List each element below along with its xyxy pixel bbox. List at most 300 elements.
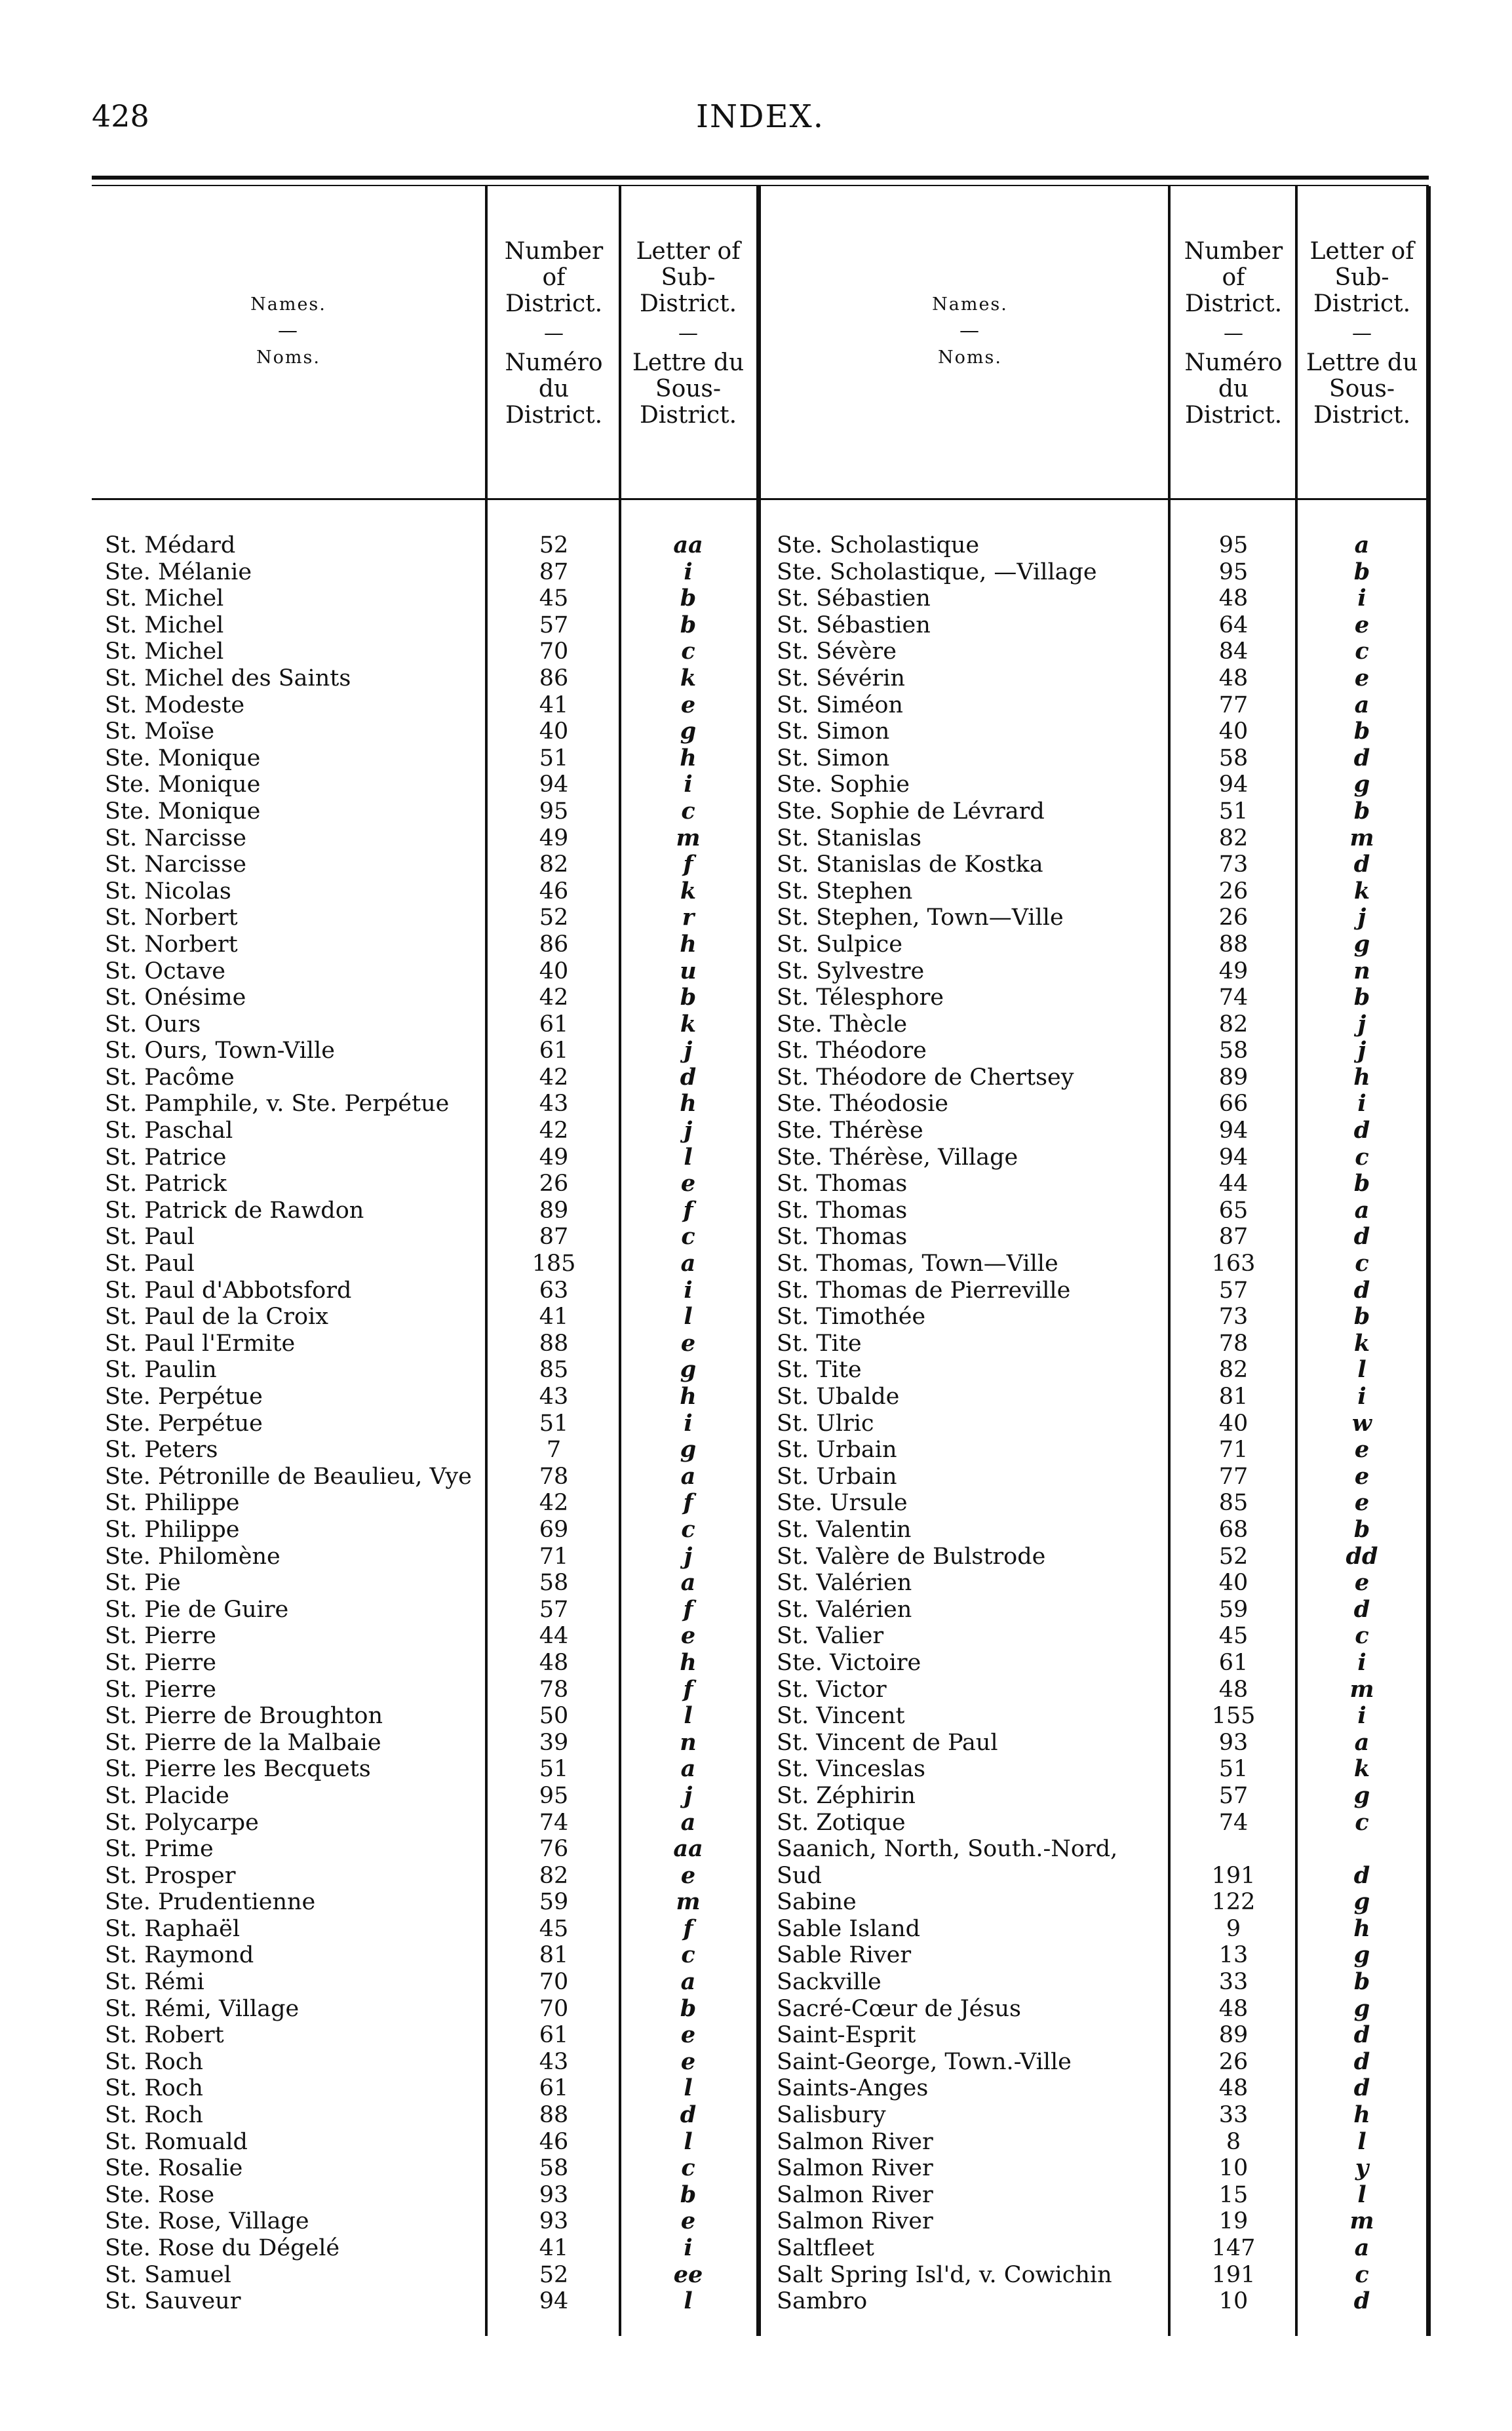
entry-subdistrict-letter: b [1353,1170,1370,1197]
index-entry [777,665,1429,692]
entry-subdistrict-letter: e [680,2021,696,2049]
entry-name: St. Ours, Town-Ville [105,1038,335,1064]
index-entry [105,1756,760,1783]
entry-name: Ste. Rose du Dégelé [105,2235,340,2261]
index-entry [105,2075,760,2102]
index-entry [105,1810,760,1837]
index-entry [777,1197,1429,1224]
index-entry [777,1277,1429,1304]
index-entry [105,638,760,665]
entry-district-number: 50 [539,1703,569,1730]
index-entry [777,2155,1429,2182]
index-entry [777,1357,1429,1384]
entry-district-number: 88 [539,1330,569,1357]
entry-name: Ste. Rose [105,2181,215,2208]
index-entry [105,1544,760,1570]
index-entry [105,2049,760,2076]
entry-name: St. Thomas [777,1197,908,1224]
entry-district-number: 49 [539,1144,569,1171]
entry-subdistrict-letter: e [1354,664,1370,691]
entry-name: Sud [777,1862,822,1889]
entry-district-number: 89 [1218,1064,1249,1091]
index-entry [105,1064,760,1091]
entry-subdistrict-letter: c [681,797,695,825]
entry-name: St. Valier [777,1623,884,1650]
entry-district-number: 74 [1218,1809,1249,1836]
entry-name: St. Théodore [777,1038,927,1064]
index-entry [105,1251,760,1277]
header-letter-en: Letter of Sub-District. [1309,238,1414,317]
entry-name: Ste. Scholastique, —Village [777,558,1097,585]
entry-name: St. Sévérin [777,665,905,691]
entry-subdistrict-letter: c [1355,1622,1369,1650]
entry-district-number: 122 [1211,1889,1256,1916]
entry-name: Ste. Philomène [105,1543,281,1570]
index-entry [777,2182,1429,2209]
entry-name: Salt Spring Isl'd, v. Cowichin [777,2261,1112,2288]
entry-name: St. Ours [105,1011,201,1038]
entry-subdistrict-letter: l [684,2128,693,2155]
entry-name: St. Narcisse [105,851,246,878]
entry-district-number: 41 [539,1304,569,1331]
entry-district-number: 7 [546,1437,562,1464]
entry-name: St. Ulric [777,1410,874,1437]
index-entry [105,2235,760,2262]
entry-subdistrict-letter: k [1353,1329,1370,1357]
entry-district-number: 57 [1218,1277,1249,1304]
entry-district-number: 52 [539,532,569,558]
index-entry [777,1730,1429,1757]
entry-district-number: 51 [539,745,569,771]
entry-district-number: 40 [1218,718,1249,745]
entry-district-number: 89 [1218,2022,1249,2049]
entry-subdistrict-letter: j [684,1037,693,1064]
entry-district-number: 49 [1218,958,1249,984]
entry-subdistrict-letter: ee [673,2261,703,2288]
index-entry [105,745,760,772]
entry-subdistrict-letter: i [684,771,693,798]
entry-subdistrict-letter: f [683,1489,693,1517]
entry-subdistrict-letter: d [680,1063,697,1091]
header-dash: — [1224,322,1243,345]
entry-name: St. Rémi [105,1969,204,1996]
index-entry [777,1384,1429,1410]
entry-subdistrict-letter: b [680,1994,697,2022]
entry-district-number: 73 [1218,851,1249,878]
entry-name: St. Sulpice [777,931,902,958]
index-entry [105,958,760,985]
entry-subdistrict-letter: c [681,1223,695,1251]
entry-district-number: 58 [1218,1038,1249,1064]
entry-district-number: 93 [539,2181,569,2208]
index-entry [777,2262,1429,2289]
index-entry [105,1197,760,1224]
index-entry [105,825,760,852]
index-entry [777,1517,1429,1544]
entry-name: St. Rémi, Village [105,1995,300,2022]
entry-name: St. Sébastien [777,612,931,638]
entry-subdistrict-letter: d [1353,1117,1370,1144]
entry-subdistrict-letter: d [1353,1276,1370,1304]
entry-district-number: 82 [1218,825,1249,851]
entry-subdistrict-letter: w [1351,1409,1372,1437]
index-entry [777,1118,1429,1144]
entry-subdistrict-letter: h [1353,1063,1370,1091]
entry-subdistrict-letter: b [680,611,697,638]
entry-name: St. Paul [105,1251,195,1277]
entry-name: St. Nicolas [105,878,231,904]
entry-subdistrict-letter: c [681,1941,695,1969]
index-entry [105,1996,760,2023]
entry-subdistrict-letter: l [684,1702,693,1730]
index-entry [105,1357,760,1384]
index-entry [105,1011,760,1038]
entry-district-number: 41 [539,691,569,718]
entry-subdistrict-letter: h [680,930,697,958]
entry-subdistrict-letter: f [683,851,693,878]
index-entry [777,958,1429,985]
entry-district-number: 26 [1218,904,1249,931]
index-entry [105,2262,760,2289]
entry-district-number: 76 [539,1836,569,1863]
entry-district-number: 94 [539,771,569,798]
index-entry [105,1490,760,1517]
entry-district-number: 45 [539,585,569,612]
entry-name: St. Michel des Saints [105,665,351,691]
entry-subdistrict-letter: i [684,1276,693,1304]
header-letter [1299,239,1425,429]
entry-district-number: 88 [539,2102,569,2129]
header-dash: — [278,319,299,342]
entry-subdistrict-letter: h [1353,1915,1370,1942]
entry-name: Ste. Perpétue [105,1384,263,1410]
entry-subdistrict-letter: g [1353,1888,1370,1916]
index-entry [105,1677,760,1703]
index-entry [105,2288,760,2315]
index-entry [105,1277,760,1304]
entry-name: Ste. Monique [105,798,261,825]
entry-name: St. Pierre les Becquets [105,1756,371,1783]
entry-district-number: 66 [1218,1091,1249,1118]
index-entry [777,771,1429,798]
entry-district-number: 69 [539,1516,569,1543]
entry-subdistrict-letter: i [1357,1702,1367,1730]
entry-subdistrict-letter: j [684,1542,693,1570]
entry-subdistrict-letter: b [1353,718,1370,745]
index-entry [777,1889,1429,1916]
entry-subdistrict-letter: d [1353,1595,1370,1623]
entry-subdistrict-letter: m [1349,2207,1374,2235]
entry-district-number: 57 [539,612,569,638]
entry-name: St. Sauveur [105,2288,241,2315]
index-entry [777,2075,1429,2102]
entry-name: St. Philippe [105,1516,240,1543]
entry-name: St. Pierre [105,1676,216,1703]
index-entry [105,2155,760,2182]
entry-name: St. Tite [777,1330,862,1357]
entry-name: Ste. Perpétue [105,1410,263,1437]
entry-name: St. Raphaël [105,1915,241,1942]
page-number: 428 [92,98,149,134]
entry-subdistrict-letter: d [1353,2021,1370,2049]
index-entry [777,2288,1429,2315]
entry-district-number: 42 [539,1064,569,1091]
index-entry [777,1464,1429,1490]
index-entry [105,1570,760,1597]
entry-name: Ste. Rosalie [105,2155,243,2182]
index-entry [105,1118,760,1144]
entry-name: St. Télesphore [777,984,944,1011]
entry-subdistrict-letter: d [1353,2048,1370,2075]
entry-name: St. Simon [777,718,890,745]
entry-district-number: 42 [539,1490,569,1517]
entry-name: St. Moïse [105,718,215,745]
entry-district-number: 78 [539,1676,569,1703]
entry-subdistrict-letter: c [1355,1143,1369,1171]
index-entry [777,1144,1429,1171]
entry-district-number: 40 [539,718,569,745]
entry-subdistrict-letter: k [680,1010,697,1038]
entry-subdistrict-letter: a [1354,2234,1370,2261]
entry-name: Ste. Prudentienne [105,1889,316,1916]
entry-subdistrict-letter: e [1354,1489,1370,1517]
index-entry [777,1038,1429,1064]
entry-subdistrict-letter: m [676,824,701,851]
index-entry [105,1783,760,1810]
entry-district-number: 94 [539,2288,569,2315]
entry-name: Ste. Ursule [777,1490,908,1517]
index-entry [777,2049,1429,2076]
left-entries [105,532,760,2315]
entry-name: St. Vinceslas [777,1756,925,1783]
entry-district-number: 10 [1218,2155,1249,2182]
entry-name: St. Thomas de Pierreville [777,1277,1071,1304]
running-head [92,98,1429,144]
index-entry [777,1570,1429,1597]
index-entry [105,2208,760,2235]
index-entry [777,1011,1429,1038]
entry-name: St. Stephen [777,878,913,904]
entry-district-number: 88 [1218,931,1249,958]
index-entry [777,559,1429,586]
entry-subdistrict-letter: i [684,2234,693,2261]
entry-subdistrict-letter: j [1357,1010,1367,1038]
entry-name: St. Médard [105,532,236,558]
index-entry [777,1410,1429,1437]
entry-district-number: 95 [539,1782,569,1809]
entry-subdistrict-letter: n [1353,957,1370,984]
entry-subdistrict-letter: a [680,1968,696,1996]
entry-name: St. Ubalde [777,1384,900,1410]
entry-name: St. Paul d'Abbotsford [105,1277,352,1304]
index-entry [777,2208,1429,2235]
entry-name: Ste. Thècle [777,1011,908,1038]
entry-name: St. Samuel [105,2261,231,2288]
entry-name: St. Prime [105,1836,214,1863]
entry-district-number: 89 [539,1197,569,1224]
entry-district-number: 84 [1218,638,1249,665]
index-entry [105,1304,760,1331]
entry-district-number: 61 [539,2022,569,2049]
entry-subdistrict-letter: e [680,2048,696,2075]
entry-subdistrict-letter: e [680,1861,696,1889]
entry-district-number: 147 [1211,2235,1256,2261]
entry-name: St. Modeste [105,691,245,718]
index-entry [105,904,760,931]
entry-district-number: 93 [1218,1729,1249,1756]
header-names [786,294,1153,368]
entry-name: St. Victor [777,1676,887,1703]
header-names-fr: Noms. [256,347,320,368]
entry-district-number: 61 [1218,1649,1249,1676]
index-entry [777,1650,1429,1677]
entry-name: St. Thomas [777,1171,908,1197]
entry-district-number: 59 [539,1889,569,1916]
entry-subdistrict-letter: d [1353,1223,1370,1251]
entry-name: St. Paul [105,1224,195,1251]
entry-name: St. Timothée [777,1304,926,1331]
entry-name: St. Norbert [105,904,238,931]
index-entry [105,1091,760,1118]
index-entry [777,718,1429,745]
entry-name: Salmon River [777,2128,933,2155]
entry-name: St. Roch [105,2075,203,2102]
entry-name: Saints-Anges [777,2075,929,2102]
entry-district-number: 48 [1218,1676,1249,1703]
entry-name: St. Vincent [777,1703,905,1730]
entry-district-number: 10 [1218,2288,1249,2315]
entry-subdistrict-letter: l [684,2287,693,2315]
index-entry [777,1996,1429,2023]
index-entry [105,1730,760,1757]
entry-district-number: 41 [539,2235,569,2261]
header-number-fr: Numéro du District. [505,349,603,429]
entry-subdistrict-letter: m [1349,1675,1374,1703]
entry-name: St. Stanislas de Kostka [777,851,1043,878]
entry-district-number: 85 [1218,1490,1249,1517]
header-dash: — [544,322,564,345]
index-entry [777,1810,1429,1837]
entry-district-number: 70 [539,1969,569,1996]
entry-district-number: 46 [539,2128,569,2155]
entry-district-number: 45 [1218,1623,1249,1650]
entry-name: St. Siméon [777,691,903,718]
entry-district-number: 43 [539,1091,569,1118]
entry-subdistrict-letter: l [1357,2128,1367,2155]
index-entry [105,931,760,958]
entry-district-number: 81 [539,1942,569,1969]
entry-district-number: 51 [1218,798,1249,825]
entry-subdistrict-letter: b [1353,1515,1370,1543]
entry-name: Ste. Sophie [777,771,910,798]
entry-district-number: 48 [1218,665,1249,691]
entry-district-number: 87 [1218,1224,1249,1251]
header-letter-en: Letter of Sub-District. [636,238,741,317]
entry-name: Ste. Mélanie [105,558,252,585]
header-number-en: Number of District. [1184,238,1283,317]
entry-name: St. Romuald [105,2128,248,2155]
entry-subdistrict-letter: m [676,1888,701,1916]
entry-district-number: 87 [539,1224,569,1251]
entry-district-number: 33 [1218,2102,1249,2129]
entry-district-number: 46 [539,878,569,904]
entry-subdistrict-letter: g [1353,930,1370,958]
entry-subdistrict-letter: b [1353,1303,1370,1331]
index-entry [105,559,760,586]
header-number-en: Number of District. [504,238,604,317]
entry-district-number: 155 [1211,1703,1256,1730]
entry-name: St. Paul l'Ermite [105,1330,296,1357]
entry-subdistrict-letter: b [1353,1968,1370,1996]
entry-name: St. Thomas, Town—Ville [777,1251,1058,1277]
entry-subdistrict-letter: h [680,1383,697,1410]
entry-name: Ste. Monique [105,771,261,798]
entry-district-number: 42 [539,984,569,1011]
entry-subdistrict-letter: r [682,904,695,931]
entry-name: St. Paulin [105,1357,217,1384]
entry-subdistrict-letter: i [684,558,693,585]
entry-name: St. Sévère [777,638,897,665]
entry-name: St. Valère de Bulstrode [777,1543,1046,1570]
entry-name: St. Thomas [777,1224,908,1251]
header-names [118,294,459,368]
index-entry [777,638,1429,665]
header-number [1173,239,1294,429]
entry-district-number: 85 [539,1357,569,1384]
entry-subdistrict-letter: y [1355,2154,1369,2182]
entry-name: Ste. Scholastique [777,532,980,558]
entry-district-number: 163 [1211,1251,1256,1277]
entry-district-number: 86 [539,931,569,958]
entry-subdistrict-letter: e [680,1170,696,1197]
index-entry [777,585,1429,612]
index-entry [105,1038,760,1064]
entry-name: Ste. Monique [105,745,261,771]
entry-district-number: 61 [539,1038,569,1064]
entry-subdistrict-letter: d [1353,851,1370,878]
entry-district-number: 42 [539,1118,569,1144]
index-entry [105,2182,760,2209]
index-entry [105,1171,760,1197]
index-entry [777,2129,1429,2156]
entry-name: St. Michel [105,638,224,665]
entry-district-number: 57 [539,1596,569,1623]
index-entry [777,984,1429,1011]
entry-name: St. Pacôme [105,1064,235,1091]
entry-name: St. Valérien [777,1570,912,1597]
entry-name: Saanich, North, South.-Nord, [777,1836,1118,1863]
entry-name: St. Placide [105,1782,229,1809]
entry-district-number: 43 [539,2048,569,2075]
index-entry [105,532,760,559]
index-entry [105,1437,760,1464]
entry-district-number: 78 [539,1463,569,1490]
header-dash: — [1352,322,1372,345]
entry-subdistrict-letter: e [1354,1462,1370,1490]
entry-district-number: 65 [1218,1197,1249,1224]
entry-name: St. Pamphile, v. Ste. Perpétue [105,1091,450,1118]
entry-subdistrict-letter: c [1355,1808,1369,1836]
entry-subdistrict-letter: d [1353,744,1370,771]
entry-district-number: 44 [1218,1171,1249,1197]
entry-name: Salmon River [777,2208,933,2235]
index-entry [105,1384,760,1410]
entry-name: St. Vincent de Paul [777,1729,998,1756]
entry-district-number: 68 [1218,1516,1249,1543]
entry-name: St. Norbert [105,931,238,958]
index-entry [777,1756,1429,1783]
entry-name: Saint-Esprit [777,2022,916,2049]
